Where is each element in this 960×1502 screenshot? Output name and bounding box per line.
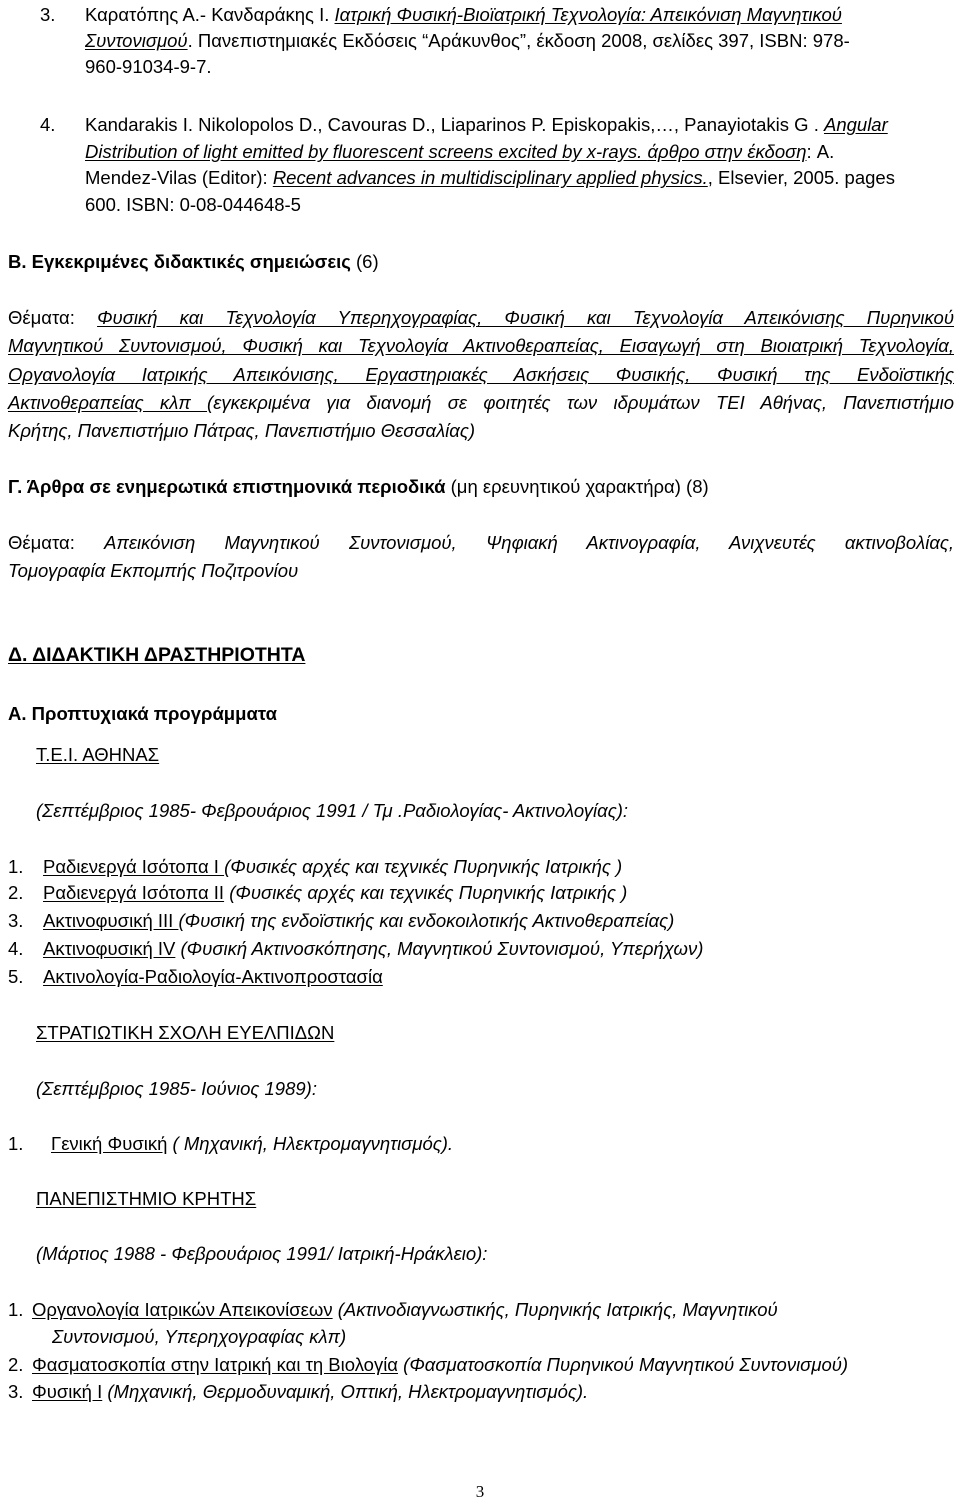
reference-book-title: Ιατρική Φυσική-Βιοϊατρική Τεχνολογία: Απεικόνιση Μαγνητικού	[334, 4, 842, 25]
course-item: Οργανολογία Ιατρικών Απεικονίσεων (Ακτινοδιαγνωστικής, Πυρηνικής Ιατρικής, Μαγνητικού	[32, 1299, 778, 1320]
course-number: 1.	[8, 1299, 24, 1320]
course-item-cont: Συντονισμού, Υπερηχογραφίας κλπ)	[52, 1326, 347, 1347]
institution-period: (Σεπτέμβριος 1985- Ιούνιος 1989):	[36, 1078, 317, 1099]
institution-name: ΠΑΝΕΠΙΣΤΗΜΙΟ ΚΡΗΤΗΣ	[36, 1188, 257, 1209]
section-heading: Γ. Άρθρα σε ενημερωτικά επιστημονικά περιοδικά (μη ερευνητικού χαρακτήρα) (8)	[8, 476, 709, 497]
reference-publisher: . Πανεπιστημιακές Εκδόσεις “Αράκυνθος”, έκδοση 2008, σελίδες 397, ISBN: 978-	[187, 30, 850, 51]
course-item: Ακτινοφυσική ΙV (Φυσική Ακτινοσκόπησης, Μαγνητικού Συντονισμού, Υπερήχων)	[43, 938, 704, 959]
course-item: Γενική Φυσική ( Μηχανική, Ηλεκτρομαγνητισμός).	[51, 1133, 454, 1154]
reference-editor-name: Mendez-Vilas (Editor):	[85, 167, 273, 188]
reference-title-cont: Distribution of light emitted by fluorescent screens excited by x-rays.	[85, 141, 648, 162]
course-number: 2.	[8, 882, 24, 903]
subsection-a-title: Α. Προπτυχιακά προγράμματα	[8, 703, 277, 724]
reference-editor: : A.	[806, 141, 835, 162]
reference-note: άρθρο στην έκδοση	[647, 141, 807, 162]
course-item: Ραδιενεργά Ισότοπα Ι (Φυσικές αρχές και τεχνικές Πυρηνικής Ιατρικής )	[43, 856, 623, 877]
course-item: Φασματοσκοπία στην Ιατρική και τη Βιολογία (Φασματοσκοπία Πυρηνικού Μαγνητικού Συντονισμού)	[32, 1354, 849, 1375]
reference-book-title: Recent advances in multidisciplinary applied physics.	[272, 167, 708, 188]
course-number: 1.	[8, 856, 24, 877]
section-g-line-1: Θέματα: Απεικόνιση Μαγνητικού Συντονισμού, Ψηφιακή Ακτινογραφία, Ανιχνευτές ακτινοβολίας,	[8, 532, 955, 553]
course-number: 3.	[8, 910, 24, 931]
section-d-title: Δ. ΔΙΔΑΚΤΙΚΗ ΔΡΑΣΤΗΡΙΟΤΗΤΑ	[8, 644, 306, 666]
institution-period: (Μάρτιος 1988 - Φεβρουάριος 1991/ Ιατρική-Ηράκλειο):	[36, 1243, 488, 1264]
reference-publisher: , Elsevier, 2005. pages	[707, 167, 895, 188]
section-g-line-2: Τομογραφία Εκπομπής Ποζιτρονίου	[8, 560, 299, 581]
reference-authors: Καρατόπης Α.- Κανδαράκης Ι.	[85, 4, 335, 25]
course-number: 3.	[8, 1381, 24, 1402]
section-b-line-4: Ακτινοθεραπείας κλπ (εγκεκριμένα για διανομή σε φοιτητές των ιδρυμάτων ΤΕΙ Αθήνας, Πανεπιστήμιο	[8, 392, 954, 413]
reference-isbn: 960-91034-9-7.	[85, 56, 212, 77]
section-b-line-5: Κρήτης, Πανεπιστήμιο Πάτρας, Πανεπιστήμιο Θεσσαλίας)	[8, 420, 475, 441]
section-b-line-1: Θέματα: Φυσική και Τεχνολογία Υπερηχογραφίας, Φυσική και Τεχνολογία Απεικόνισης Πυρηνικού	[8, 307, 955, 328]
section-heading: Β. Εγκεκριμένες διδακτικές σημειώσεις (6)	[8, 251, 379, 272]
reference-number: 4.	[40, 114, 56, 135]
course-number: 5.	[8, 966, 24, 987]
course-number: 1.	[8, 1133, 24, 1154]
section-b-line-2: Μαγνητικού Συντονισμού, Φυσική και Τεχνολογία Ακτινοθεραπείας, Εισαγωγή στη Βιοιατρική Τεχνολογία,	[8, 335, 954, 356]
reference-number: 3.	[40, 4, 56, 25]
reference-isbn: 600. ISBN: 0-08-044648-5	[85, 194, 301, 215]
section-b-line-3: Οργανολογία Ιατρικής Απεικόνισης, Εργαστηριακές Ασκήσεις Φυσικής, Φυσική της Ενδοϊστικής	[8, 364, 954, 385]
reference-authors: Kandarakis I. Nikolopolos D., Cavouras D., Liaparinos P. Episkopakis,…, Panayiotakis G .	[85, 114, 824, 135]
institution-period: (Σεπτέμβριος 1985- Φεβρουάριος 1991 / Τμ .Ραδιολογίας- Ακτινολογίας):	[36, 800, 629, 821]
institution-name: ΣΤΡΑΤΙΩΤΙΚΗ ΣΧΟΛΗ ΕΥΕΛΠΙΔΩΝ	[36, 1022, 335, 1043]
institution-name: Τ.Ε.Ι. ΑΘΗΝΑΣ	[36, 744, 160, 765]
course-number: 2.	[8, 1354, 24, 1375]
reference-book-title-cont: Συντονισμού	[85, 30, 188, 51]
course-item: Ραδιενεργά Ισότοπα ΙΙ (Φυσικές αρχές και τεχνικές Πυρηνικής Ιατρικής )	[43, 882, 628, 903]
course-item: Ακτινοφυσική ΙΙΙ (Φυσική της ενδοϊστικής και ενδοκοιλοτικής Ακτινοθεραπείας)	[43, 910, 675, 931]
reference-title: Angular	[823, 114, 888, 135]
course-item: Φυσική Ι (Μηχανική, Θερμοδυναμική, Οπτική, Ηλεκτρομαγνητισμός).	[32, 1381, 589, 1402]
course-item: Ακτινολογία-Ραδιολογία-Ακτινοπροστασία	[43, 966, 383, 987]
page-number: 3	[475, 1482, 485, 1501]
course-number: 4.	[8, 938, 24, 959]
